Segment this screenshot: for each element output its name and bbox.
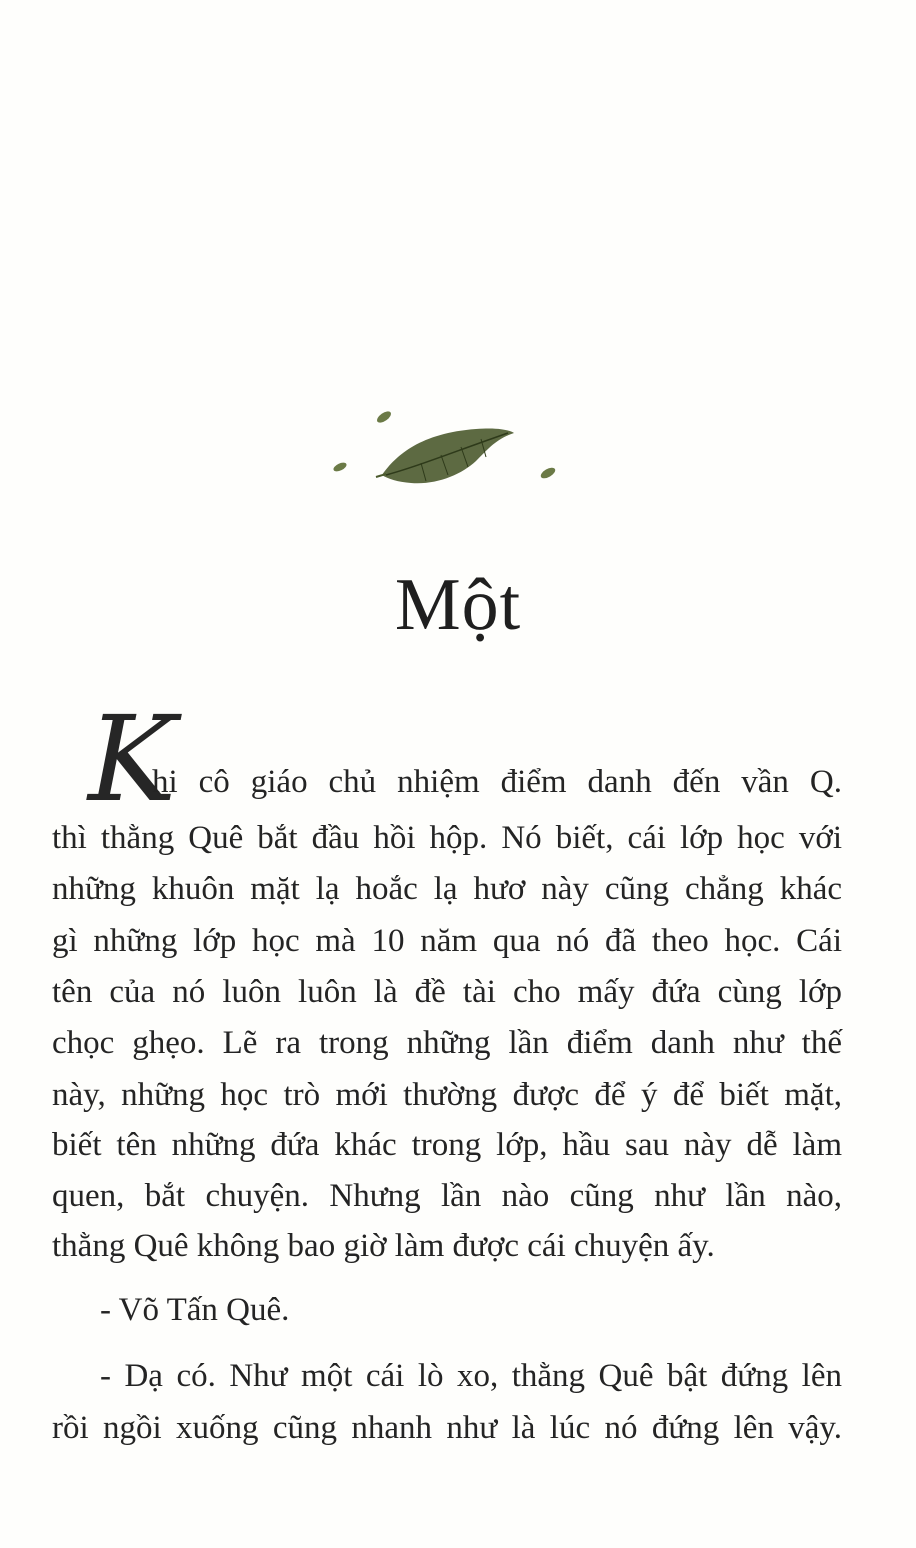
dialog-line: - Dạ có. Như một cái lò xo, thằng Quê bật đứng lên <box>100 1358 842 1394</box>
text-line: này, những học trò mới thường được để ý để biết mặt, <box>52 1077 842 1113</box>
text-line: hi cô giáo chủ nhiệm điểm danh đến vần Q. <box>152 764 842 800</box>
text-line: những khuôn mặt lạ hoắc lạ hươ này cũng chẳng khác <box>52 871 842 907</box>
text-line: tên của nó luôn luôn là đề tài cho mấy đứa cùng lớp <box>52 974 842 1010</box>
text-line: thằng Quê không bao giờ làm được cái chuyện ấy. <box>52 1228 715 1264</box>
text-line: rồi ngồi xuống cũng nhanh như là lúc nó đứng lên vậy. <box>52 1410 842 1446</box>
drop-cap: K <box>88 690 177 828</box>
text-line: biết tên những đứa khác trong lớp, hầu sau này dễ làm <box>52 1127 842 1163</box>
chapter-title: Một <box>394 564 522 646</box>
dialog-line: - Võ Tấn Quê. <box>100 1292 290 1328</box>
text-line: gì những lớp học mà 10 năm qua nó đã theo học. Cái <box>52 923 842 959</box>
text-line: thì thằng Quê bắt đầu hồi hộp. Nó biết, cái lớp học với <box>52 820 842 856</box>
text-line: chọc ghẹo. Lẽ ra trong những lần điểm danh như thế <box>52 1025 842 1061</box>
leaf-ornament-icon <box>326 405 566 495</box>
text-line: quen, bắt chuyện. Nhưng lần nào cũng như lần nào, <box>52 1178 842 1214</box>
